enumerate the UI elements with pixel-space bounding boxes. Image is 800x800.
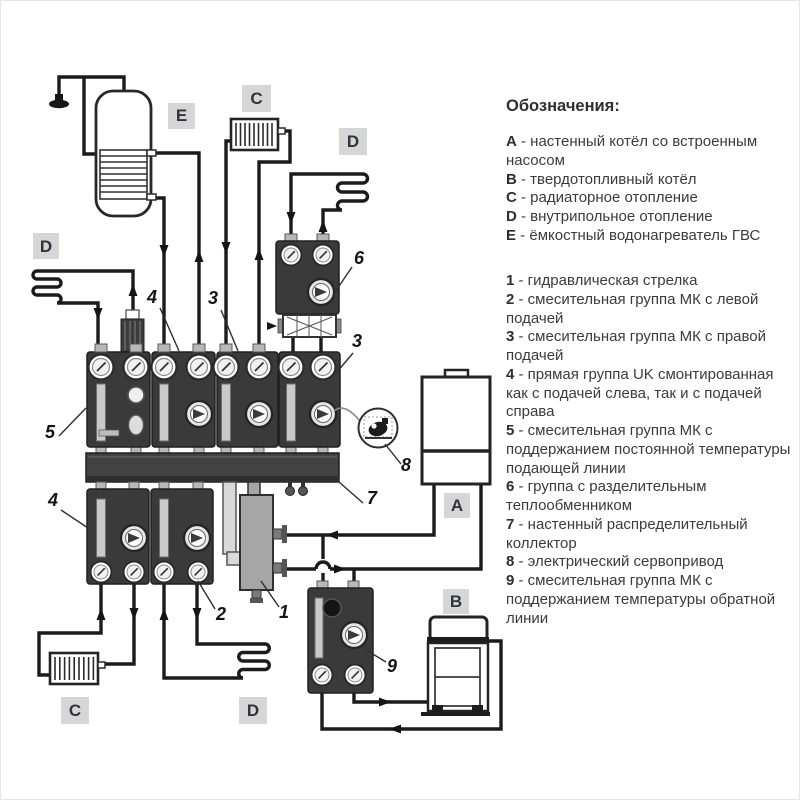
arrow-down-icon xyxy=(222,242,231,254)
badge-b xyxy=(443,589,469,614)
arrow-down-icon xyxy=(287,212,296,224)
legend-item-5: 5 - смесительная группа МК с поддержанием постоянной температуры подающей линии xyxy=(506,422,795,477)
callout-number: 3 xyxy=(351,331,363,351)
legend-item-7: 7 - настенный распределительный коллектор xyxy=(506,515,752,552)
legend-item-1: 1 - гидравлическая стрелка xyxy=(506,272,698,289)
badge-letter: C xyxy=(68,701,82,720)
legend-item-b: B - твердотопливный котёл xyxy=(506,170,697,188)
badge-letter: A xyxy=(450,496,464,515)
pipe-radiator-bottom-supply xyxy=(105,584,134,664)
pipe-hx-down xyxy=(293,337,321,352)
legend-item-a: A - настенный котёл со встроенным насосом xyxy=(506,133,762,169)
pipe-coil-d-left xyxy=(33,271,133,352)
pipe-tank-supply xyxy=(155,153,199,352)
arrow-up-icon xyxy=(255,248,264,260)
tank-coil xyxy=(100,156,147,192)
callout-number: 3 xyxy=(207,288,219,308)
radiator-top xyxy=(231,119,285,150)
callout-number: 9 xyxy=(386,656,398,676)
legend-item-d: D - внутрипольное отопление xyxy=(506,208,713,225)
legend-item-e: E - ёмкостный водонагреватель ГВС xyxy=(506,226,761,244)
arrow-up-icon xyxy=(319,220,328,232)
legend-item-4: 4 - прямая группа UK смонтированная как с подачей слева, так и с подачей справа xyxy=(506,365,778,421)
pump-group-2 xyxy=(151,482,213,584)
badge-letter: E xyxy=(175,106,188,125)
legend-item-9: 9 - смесительная группа МК с поддержанием температуры обратной линии xyxy=(506,572,780,627)
callout-number: 5 xyxy=(44,422,56,442)
arrow-left-icon xyxy=(389,725,401,734)
dhw-tank xyxy=(96,91,156,216)
arrow-down-icon xyxy=(193,608,202,620)
callout-number: 2 xyxy=(215,604,227,624)
callout-number: 4 xyxy=(146,287,158,307)
shower-icon xyxy=(49,94,69,108)
badge-c-top xyxy=(242,85,271,112)
arrow-right-icon xyxy=(334,565,346,574)
callout-number: 4 xyxy=(47,490,59,510)
badge-letter: D xyxy=(246,701,260,720)
servo-detail xyxy=(334,408,398,447)
arrow-right-icon xyxy=(267,322,277,330)
pipe-coil-d-top xyxy=(291,174,368,241)
pump-group-6 xyxy=(276,234,339,314)
badge-letter: D xyxy=(346,132,360,151)
arrow-down-icon xyxy=(160,245,169,257)
arrow-down-icon xyxy=(130,608,139,620)
radiator-bottom xyxy=(50,653,105,684)
hydraulic-separator xyxy=(223,482,287,603)
pipe-tank-return xyxy=(155,198,164,352)
legend-title: Обозначения: xyxy=(506,97,620,115)
badge-e-top xyxy=(168,103,195,129)
legend-number-list xyxy=(506,272,796,628)
legend-item-3: 3 - смесительная группа МК с правой подачей xyxy=(506,328,771,364)
pump-group-3-left xyxy=(214,344,279,454)
arrow-up-icon xyxy=(195,250,204,262)
badge-d-left xyxy=(33,233,59,259)
boiler-b xyxy=(421,617,490,716)
callout-number: 8 xyxy=(400,455,412,475)
legend xyxy=(506,96,796,627)
pump-group-4-bottom xyxy=(87,482,149,584)
badge-letter: D xyxy=(39,237,53,256)
pump-group-9 xyxy=(308,581,373,693)
arrow-left-icon xyxy=(326,531,338,540)
callout-number: 6 xyxy=(353,248,365,268)
boiler-a xyxy=(422,370,490,484)
legend-item-6: 6 - группа с разделительным теплообменником xyxy=(506,478,711,514)
badge-a xyxy=(444,493,470,518)
pipe-boiler-a-supply xyxy=(287,484,434,535)
arrow-up-icon xyxy=(160,608,169,620)
badge-letter: B xyxy=(449,592,463,611)
legend-letter-list xyxy=(506,133,796,246)
arrow-down-icon xyxy=(94,308,103,320)
pump-group-4-top xyxy=(152,344,216,454)
arrow-up-icon xyxy=(97,608,106,620)
pipe-boiler-b-supply xyxy=(354,693,428,702)
legend-item-2: 2 - смесительная группа МК с левой подачей xyxy=(506,290,763,327)
callout-number: 1 xyxy=(278,602,290,622)
badge-c-bottom xyxy=(61,697,89,724)
pump-group-3-right xyxy=(279,352,341,454)
arrow-right-icon xyxy=(379,698,391,707)
callout-number: 7 xyxy=(366,488,378,508)
badge-d-bottom xyxy=(239,697,267,724)
pump-group-5 xyxy=(87,344,150,454)
arrow-up-icon xyxy=(129,284,138,296)
badge-d-top xyxy=(339,128,367,155)
badge-letter: C xyxy=(250,89,263,108)
legend-item-c: C - радиаторное отопление xyxy=(506,189,698,207)
legend-item-8: 8 - электрический сервопривод xyxy=(506,553,724,571)
heat-exchanger xyxy=(267,315,341,337)
